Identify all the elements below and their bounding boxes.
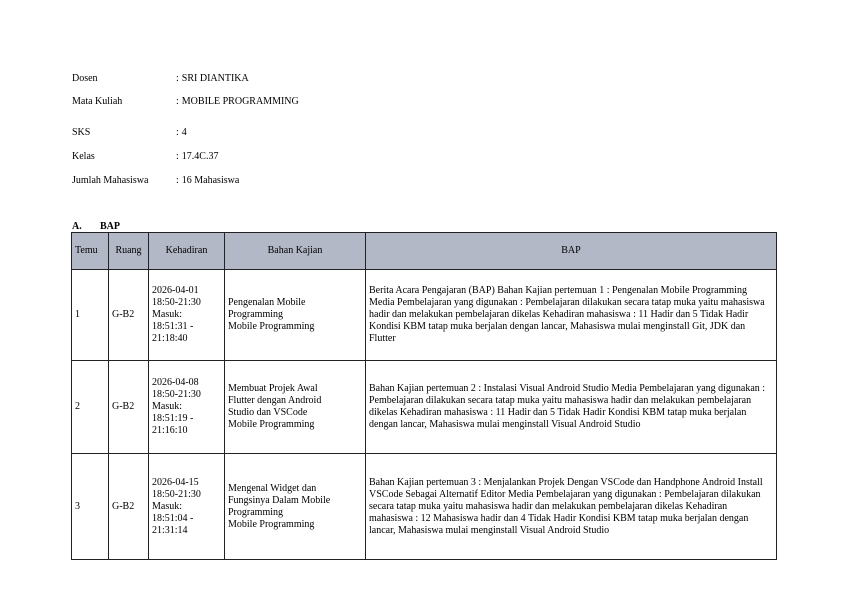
cell-temu: 1 (72, 270, 109, 361)
section-title: BAP (100, 221, 120, 232)
cell-bap: Berita Acara Pengajaran (BAP) Bahan Kajian pertemuan 1 : Pengenalan Mobile Programming Media Pembelajaran yang digunakan : Pembelajaran dilakukan secara tatap muka yaitu mahasiswa hadir dan melakukan pembelajaran dikelas Kehadiran mahasiswa : 11 Hadir dan 5 Tidak Hadir Kondisi KBM tatap muka berjalan dengan lancar, Mahasiswa mulai menginstall Git, JDK dan Flutter (366, 270, 777, 361)
credits: 4 (181, 127, 187, 138)
separator: : (176, 151, 179, 162)
table-header-row (72, 233, 777, 270)
cell-ruang: G-B2 (109, 454, 149, 560)
value-sks (176, 127, 187, 139)
cell-bahan-kajian: Membuat Projek Awal Flutter dengan Android Studio dan VSCode Mobile Programming (225, 361, 366, 454)
label-jumlah-mahasiswa: Jumlah Mahasiswa (72, 175, 149, 186)
cell-kehadiran: 2026-04-08 18:50-21:30 Masuk: 18:51:19 - 21:16:10 (149, 361, 225, 454)
value-dosen (176, 73, 249, 85)
cell-temu: 3 (72, 454, 109, 560)
label-kelas: Kelas (72, 151, 95, 162)
label-dosen: Dosen (72, 73, 98, 84)
column-header-kehadiran: Kehadiran (149, 233, 225, 270)
value-kelas (176, 151, 218, 163)
cell-bap: Bahan Kajian pertemuan 2 : Instalasi Visual Android Studio Media Pembelajaran yang digunakan : Pembelajaran dilakukan secara tatap muka yaitu mahasiswa hadir dan melakukan pembelajaran dikelas Kehadiran mahasiswa : 11 Hadir dan 5 Tidak Hadir Kondisi KBM tatap muka berjalan dengan lancar, Mahasiswa mulai menginstall Visual Android Studio (366, 361, 777, 454)
section-number: A. (72, 221, 82, 232)
cell-bap: Bahan Kajian pertemuan 3 : Menjalankan Projek Dengan VSCode dan Handphone Android Install VSCode Sebagai Alternatif Editor Media Pembelajaran yang digunakan : Pembelajaran dilakukan secara tatap muka yaitu mahasiswa hadir dan melakukan pembelajaran dikelas Kehadiran mahasiswa : 12 Mahasiswa hadir dan 4 Tidak Hadir Kondisi KBM tatap muka berjalan dengan lancar, Mahasiswa mulai menginstall Visual Android Studio (366, 454, 777, 560)
label-sks: SKS (72, 127, 91, 138)
table-row (72, 270, 777, 361)
cell-ruang: G-B2 (109, 270, 149, 361)
table-row (72, 361, 777, 454)
cell-kehadiran: 2026-04-01 18:50-21:30 Masuk: 18:51:31 - 21:18:40 (149, 270, 225, 361)
student-count: 16 Mahasiswa (181, 175, 240, 186)
separator: : (176, 73, 179, 84)
class-code: 17.4C.37 (181, 151, 219, 162)
value-jumlah-mahasiswa (176, 175, 239, 187)
cell-ruang: G-B2 (109, 361, 149, 454)
separator: : (176, 175, 179, 186)
value-mata-kuliah (176, 96, 299, 108)
section-heading (72, 221, 120, 232)
label-mata-kuliah: Mata Kuliah (72, 96, 123, 107)
lecturer-name: SRI DIANTIKA (181, 73, 249, 84)
cell-bahan-kajian: Mengenal Widget dan Fungsinya Dalam Mobile Programming Mobile Programming (225, 454, 366, 560)
column-header-ruang: Ruang (109, 233, 149, 270)
bap-table (71, 232, 777, 560)
cell-bahan-kajian: Pengenalan Mobile Programming Mobile Programming (225, 270, 366, 361)
column-header-bahan-kajian: Bahan Kajian (225, 233, 366, 270)
separator: : (176, 127, 179, 138)
cell-kehadiran: 2026-04-15 18:50-21:30 Masuk: 18:51:04 - 21:31:14 (149, 454, 225, 560)
column-header-bap: BAP (366, 233, 777, 270)
separator: : (176, 96, 179, 107)
column-header-temu: Temu (72, 233, 109, 270)
course-name: MOBILE PROGRAMMING (181, 96, 299, 107)
table-row (72, 454, 777, 560)
cell-temu: 2 (72, 361, 109, 454)
